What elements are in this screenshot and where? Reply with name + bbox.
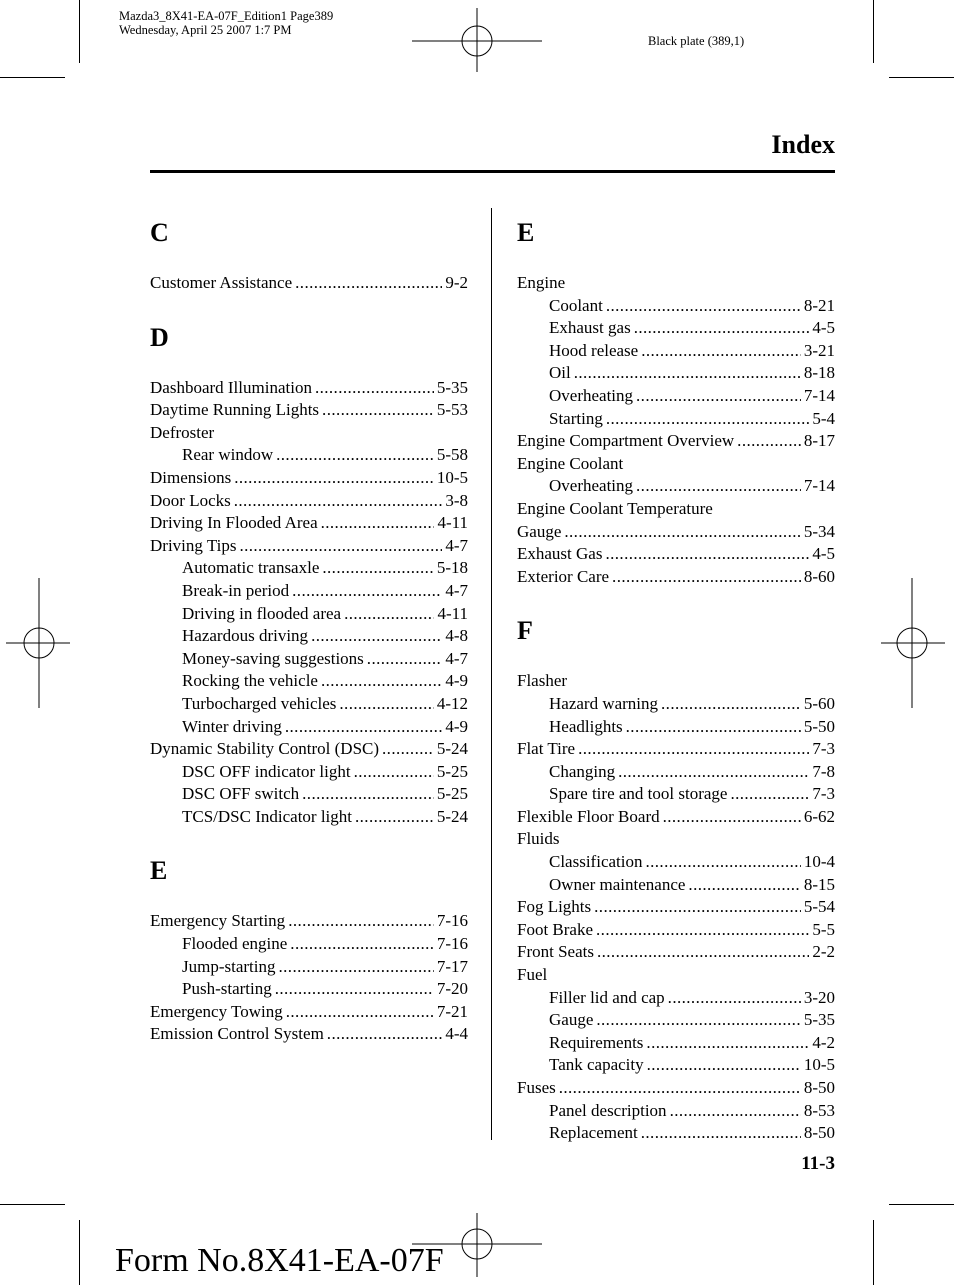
entry-page-ref: 4-11	[437, 603, 468, 623]
index-entry	[517, 272, 835, 295]
index-entry	[150, 535, 468, 558]
dot-leader	[730, 783, 809, 806]
page-title: Index	[771, 130, 835, 159]
index-entry	[517, 828, 835, 851]
entry-label: Door Locks	[150, 490, 231, 510]
entry-page-ref: 3-8	[445, 490, 468, 510]
entry-label: Exhaust gas	[549, 318, 631, 338]
entry-label: Winter driving	[182, 716, 282, 736]
section-letter: D	[150, 322, 169, 352]
entry-label: Gauge	[517, 521, 562, 541]
index-subentry	[517, 1054, 835, 1077]
dot-leader	[737, 430, 801, 453]
entry-label: DSC OFF indicator light	[182, 761, 351, 781]
entry-page-ref: 7-21	[436, 1001, 468, 1021]
index-entry	[517, 896, 835, 919]
dot-leader	[606, 295, 801, 318]
crop-mark	[873, 1220, 874, 1285]
crop-mark	[889, 77, 954, 78]
dot-leader	[618, 761, 809, 784]
index-subentry	[517, 1122, 835, 1145]
index-entry	[517, 919, 835, 942]
entry-label: Dynamic Stability Control (DSC)	[150, 739, 380, 759]
entry-label: Hazardous driving	[182, 626, 309, 646]
dot-leader	[327, 1023, 443, 1046]
entry-label: Automatic transaxle	[182, 558, 320, 578]
column-divider	[491, 208, 492, 1140]
dot-leader	[315, 377, 434, 400]
dot-leader	[596, 919, 809, 942]
entry-label: Emergency Towing	[150, 1001, 283, 1021]
entry-label: Jump-starting	[182, 956, 276, 976]
index-subentry	[517, 475, 835, 498]
dot-leader	[670, 1100, 801, 1123]
index-subentry	[517, 987, 835, 1010]
entry-label: Front Seats	[517, 942, 594, 962]
entry-page-ref: 5-54	[803, 897, 835, 917]
entry-label: Replacement	[549, 1123, 638, 1143]
entry-page-ref: 4-7	[445, 580, 468, 600]
dot-leader	[606, 408, 809, 431]
dot-leader	[647, 1054, 801, 1077]
page-number: 11-3	[801, 1153, 835, 1174]
index-entry	[517, 670, 835, 693]
entry-page-ref: 8-60	[803, 566, 835, 586]
entry-page-ref: 5-5	[812, 919, 835, 939]
entry-label: Flat Tire	[517, 739, 576, 759]
index-entry	[517, 521, 835, 544]
crop-mark	[79, 1220, 80, 1285]
dot-leader	[311, 625, 442, 648]
entry-page-ref: 5-4	[812, 408, 835, 428]
entry-page-ref: 10-4	[803, 852, 835, 872]
entry-label: Driving in flooded area	[182, 603, 342, 623]
entry-label: Emergency Starting	[150, 911, 286, 931]
entry-label: Hood release	[549, 340, 639, 360]
entry-page-ref: 9-2	[445, 273, 468, 292]
section-letter: E	[517, 218, 535, 247]
entry-label: Daytime Running Lights	[150, 400, 320, 420]
index-column-left	[150, 212, 468, 1046]
dot-leader	[239, 535, 442, 558]
index-entry	[150, 512, 468, 535]
entry-page-ref: 8-15	[803, 874, 835, 894]
dot-leader	[663, 806, 801, 829]
entry-page-ref: 7-16	[436, 934, 468, 954]
entry-page-ref: 7-3	[812, 739, 835, 759]
index-subentry	[517, 874, 835, 897]
entry-label: Headlights	[549, 716, 623, 736]
dot-leader	[636, 475, 801, 498]
entry-label: Exhaust Gas	[517, 544, 603, 564]
entry-label: Driving In Flooded Area	[150, 513, 318, 533]
index-entry	[150, 910, 468, 933]
index-entry	[517, 806, 835, 829]
entry-page-ref: 7-17	[436, 956, 468, 976]
entry-label: TCS/DSC Indicator light	[182, 806, 352, 826]
dot-leader	[288, 910, 434, 933]
entry-page-ref: 10-5	[436, 467, 468, 487]
entry-page-ref: 5-34	[803, 521, 835, 541]
dot-leader	[344, 603, 434, 626]
entry-label: Turbocharged vehicles	[182, 693, 337, 713]
entry-page-ref: 5-25	[436, 784, 468, 804]
entry-label: Flasher	[517, 671, 568, 691]
dot-leader	[574, 362, 801, 385]
dot-leader	[285, 716, 442, 739]
entry-label: Panel description	[549, 1100, 667, 1120]
dot-leader	[636, 385, 801, 408]
dot-leader	[355, 806, 434, 829]
dot-leader	[612, 566, 801, 589]
dot-leader	[321, 670, 442, 693]
dot-leader	[367, 648, 443, 671]
index-subentry	[150, 716, 468, 739]
index-subentry	[150, 693, 468, 716]
entry-page-ref: 4-9	[445, 716, 468, 736]
entry-label: Gauge	[549, 1010, 594, 1030]
entry-page-ref: 8-21	[803, 295, 835, 315]
entry-page-ref: 8-18	[803, 363, 835, 383]
entry-page-ref: 10-5	[803, 1055, 835, 1075]
entry-label: Requirements	[549, 1032, 644, 1052]
entry-label: Flexible Floor Board	[517, 806, 660, 826]
entry-page-ref: 5-58	[436, 445, 468, 465]
index-subentry	[517, 851, 835, 874]
dot-leader	[295, 272, 442, 295]
entry-page-ref: 2-2	[812, 942, 835, 962]
entry-page-ref: 5-24	[436, 806, 468, 826]
index-entry	[150, 490, 468, 513]
crop-mark	[889, 1204, 954, 1205]
section-gap	[517, 588, 835, 610]
dot-leader	[275, 978, 434, 1001]
index-subentry	[150, 603, 468, 626]
entry-label: Rocking the vehicle	[182, 671, 318, 691]
entry-page-ref: 5-25	[436, 761, 468, 781]
crop-mark	[0, 77, 65, 78]
index-entry	[150, 1001, 468, 1024]
entry-label: Foot Brake	[517, 919, 594, 939]
entry-label: Flooded engine	[182, 934, 288, 954]
entry-page-ref: 3-20	[803, 987, 835, 1007]
dot-leader	[234, 467, 434, 490]
dot-leader	[234, 490, 443, 513]
entry-label: Classification	[549, 852, 643, 872]
dot-leader	[688, 874, 800, 897]
dot-leader	[597, 941, 809, 964]
dot-leader	[290, 933, 434, 956]
dot-leader	[354, 761, 434, 784]
entry-label: Driving Tips	[150, 535, 237, 555]
entry-label: Customer Assistance	[150, 273, 293, 292]
index-subentry	[150, 580, 468, 603]
entry-label: Engine Coolant Temperature	[517, 498, 713, 518]
registration-mark-icon	[412, 8, 542, 72]
entry-page-ref: 5-60	[803, 693, 835, 713]
dot-leader	[645, 851, 800, 874]
entry-label: Defroster	[150, 422, 215, 442]
form-number: Form No.8X41-EA-07F	[115, 1242, 444, 1279]
index-subentry	[517, 761, 835, 784]
entry-label: Dashboard Illumination	[150, 377, 312, 397]
index-entry	[517, 964, 835, 987]
entry-page-ref: 7-16	[436, 911, 468, 931]
index-subentry	[517, 1100, 835, 1123]
entry-page-ref: 5-50	[803, 716, 835, 736]
entry-page-ref: 4-5	[812, 544, 835, 564]
section-letter: E	[150, 856, 168, 886]
entry-label: Engine	[517, 273, 566, 292]
entry-label: DSC OFF switch	[182, 784, 300, 804]
index-subentry	[517, 716, 835, 739]
entry-label: Changing	[549, 761, 616, 781]
entry-page-ref: 4-7	[445, 535, 468, 555]
entry-label: Rear window	[182, 445, 274, 465]
index-subentry	[517, 1032, 835, 1055]
index-subentry	[150, 783, 468, 806]
dot-leader	[668, 987, 801, 1010]
entry-label: Fuses	[517, 1078, 556, 1097]
index-entry	[150, 1023, 468, 1046]
entry-page-ref: 7-14	[803, 476, 835, 496]
dot-leader	[634, 317, 810, 340]
entry-page-ref: 5-18	[436, 558, 468, 578]
entry-label: Spare tire and tool storage	[549, 784, 728, 804]
entry-page-ref: 8-50	[803, 1078, 835, 1097]
print-slug	[119, 9, 333, 37]
index-subentry	[517, 317, 835, 340]
entry-label: Oil	[549, 363, 571, 383]
crop-mark	[79, 0, 80, 63]
index-entry	[150, 422, 468, 445]
registration-mark-icon	[6, 578, 70, 708]
section-letter: C	[150, 218, 169, 247]
entry-page-ref: 6-62	[803, 806, 835, 826]
index-entry	[517, 498, 835, 521]
dot-leader	[559, 1077, 801, 1100]
entry-page-ref: 7-14	[803, 385, 835, 405]
entry-page-ref: 8-53	[803, 1100, 835, 1120]
entry-label: Push-starting	[182, 979, 272, 999]
section-gap	[150, 295, 468, 317]
entry-page-ref: 4-8	[445, 626, 468, 646]
dot-leader	[596, 1009, 800, 1032]
dot-leader	[322, 399, 434, 422]
entry-label: Filler lid and cap	[549, 987, 665, 1007]
index-subentry	[150, 933, 468, 956]
entry-page-ref: 5-24	[436, 739, 468, 759]
entry-label: Dimensions	[150, 467, 232, 487]
entry-page-ref: 4-5	[812, 318, 835, 338]
dot-leader	[594, 896, 801, 919]
index-subentry	[517, 362, 835, 385]
crop-mark	[873, 0, 874, 63]
entry-label: Hazard warning	[549, 693, 659, 713]
index-subentry	[150, 978, 468, 1001]
dot-leader	[292, 580, 442, 603]
dot-leader	[322, 557, 433, 580]
entry-label: Owner maintenance	[549, 874, 686, 894]
index-entry	[150, 399, 468, 422]
entry-page-ref: 7-8	[812, 761, 835, 781]
dot-leader	[279, 956, 434, 979]
dot-leader	[382, 738, 434, 761]
index-subentry	[517, 408, 835, 431]
index-entry	[517, 738, 835, 761]
index-subentry	[517, 1009, 835, 1032]
index-entry	[517, 941, 835, 964]
entry-page-ref: 4-12	[436, 693, 468, 713]
entry-label: Overheating	[549, 385, 634, 405]
dot-leader	[578, 738, 809, 761]
index-column-right	[517, 212, 835, 1145]
dot-leader	[276, 444, 434, 467]
registration-mark-icon	[881, 578, 945, 708]
index-entry	[517, 430, 835, 453]
entry-page-ref: 4-2	[812, 1032, 835, 1052]
index-subentry	[150, 670, 468, 693]
entry-label: Fog Lights	[517, 897, 592, 917]
entry-label: Coolant	[549, 295, 603, 315]
entry-page-ref: 5-35	[803, 1010, 835, 1030]
dot-leader	[641, 1122, 801, 1145]
entry-page-ref: 5-35	[436, 377, 468, 397]
entry-label: Money-saving suggestions	[182, 648, 364, 668]
dot-leader	[661, 693, 801, 716]
entry-page-ref: 3-21	[803, 340, 835, 360]
plate-label: Black plate (389,1)	[648, 34, 745, 48]
slug-file-line: Mazda3_8X41-EA-07F_Edition1 Page389	[119, 9, 334, 23]
entry-page-ref: 4-11	[437, 513, 468, 533]
entry-page-ref: 4-7	[445, 648, 468, 668]
index-entry	[150, 272, 468, 295]
entry-page-ref: 8-50	[803, 1123, 835, 1143]
dot-leader	[641, 340, 801, 363]
entry-label: Engine Compartment Overview	[517, 431, 735, 451]
crop-mark	[0, 1204, 65, 1205]
entry-page-ref: 7-3	[812, 784, 835, 804]
entry-page-ref: 4-9	[445, 671, 468, 691]
dot-leader	[321, 512, 435, 535]
section-gap	[150, 828, 468, 850]
title-rule	[150, 170, 835, 173]
index-entry	[517, 1077, 835, 1100]
entry-label: Fuel	[517, 965, 548, 985]
index-entry	[517, 566, 835, 589]
index-entry	[150, 377, 468, 400]
entry-label: Exterior Care	[517, 566, 610, 586]
entry-label: Overheating	[549, 476, 634, 496]
index-entry	[150, 467, 468, 490]
entry-page-ref: 5-53	[436, 400, 468, 420]
entry-label: Starting	[549, 408, 603, 428]
dot-leader	[339, 693, 433, 716]
dot-leader	[646, 1032, 809, 1055]
index-subentry	[517, 693, 835, 716]
dot-leader	[286, 1001, 434, 1024]
index-subentry	[150, 806, 468, 829]
index-entry	[150, 738, 468, 761]
index-entry	[517, 453, 835, 476]
entry-label: Break-in period	[182, 580, 290, 600]
slug-date-line: Wednesday, April 25 2007 1:7 PM	[119, 23, 292, 37]
entry-label: Fluids	[517, 829, 560, 849]
index-subentry	[517, 340, 835, 363]
section-letter: F	[517, 616, 533, 646]
index-subentry	[517, 385, 835, 408]
entry-label: Tank capacity	[549, 1055, 644, 1075]
entry-label: Engine Coolant	[517, 453, 624, 473]
entry-page-ref: 7-20	[436, 979, 468, 999]
index-subentry	[150, 956, 468, 979]
entry-label: Emission Control System	[150, 1024, 324, 1044]
dot-leader	[605, 543, 809, 566]
index-entry	[517, 543, 835, 566]
index-subentry	[517, 783, 835, 806]
index-subentry	[150, 648, 468, 671]
index-subentry	[150, 625, 468, 648]
index-subentry	[517, 295, 835, 318]
index-subentry	[150, 444, 468, 467]
entry-page-ref: 8-17	[803, 431, 835, 451]
index-subentry	[150, 761, 468, 784]
dot-leader	[302, 783, 434, 806]
dot-leader	[626, 716, 801, 739]
index-subentry	[150, 557, 468, 580]
entry-page-ref: 4-4	[445, 1024, 468, 1044]
dot-leader	[564, 521, 800, 544]
